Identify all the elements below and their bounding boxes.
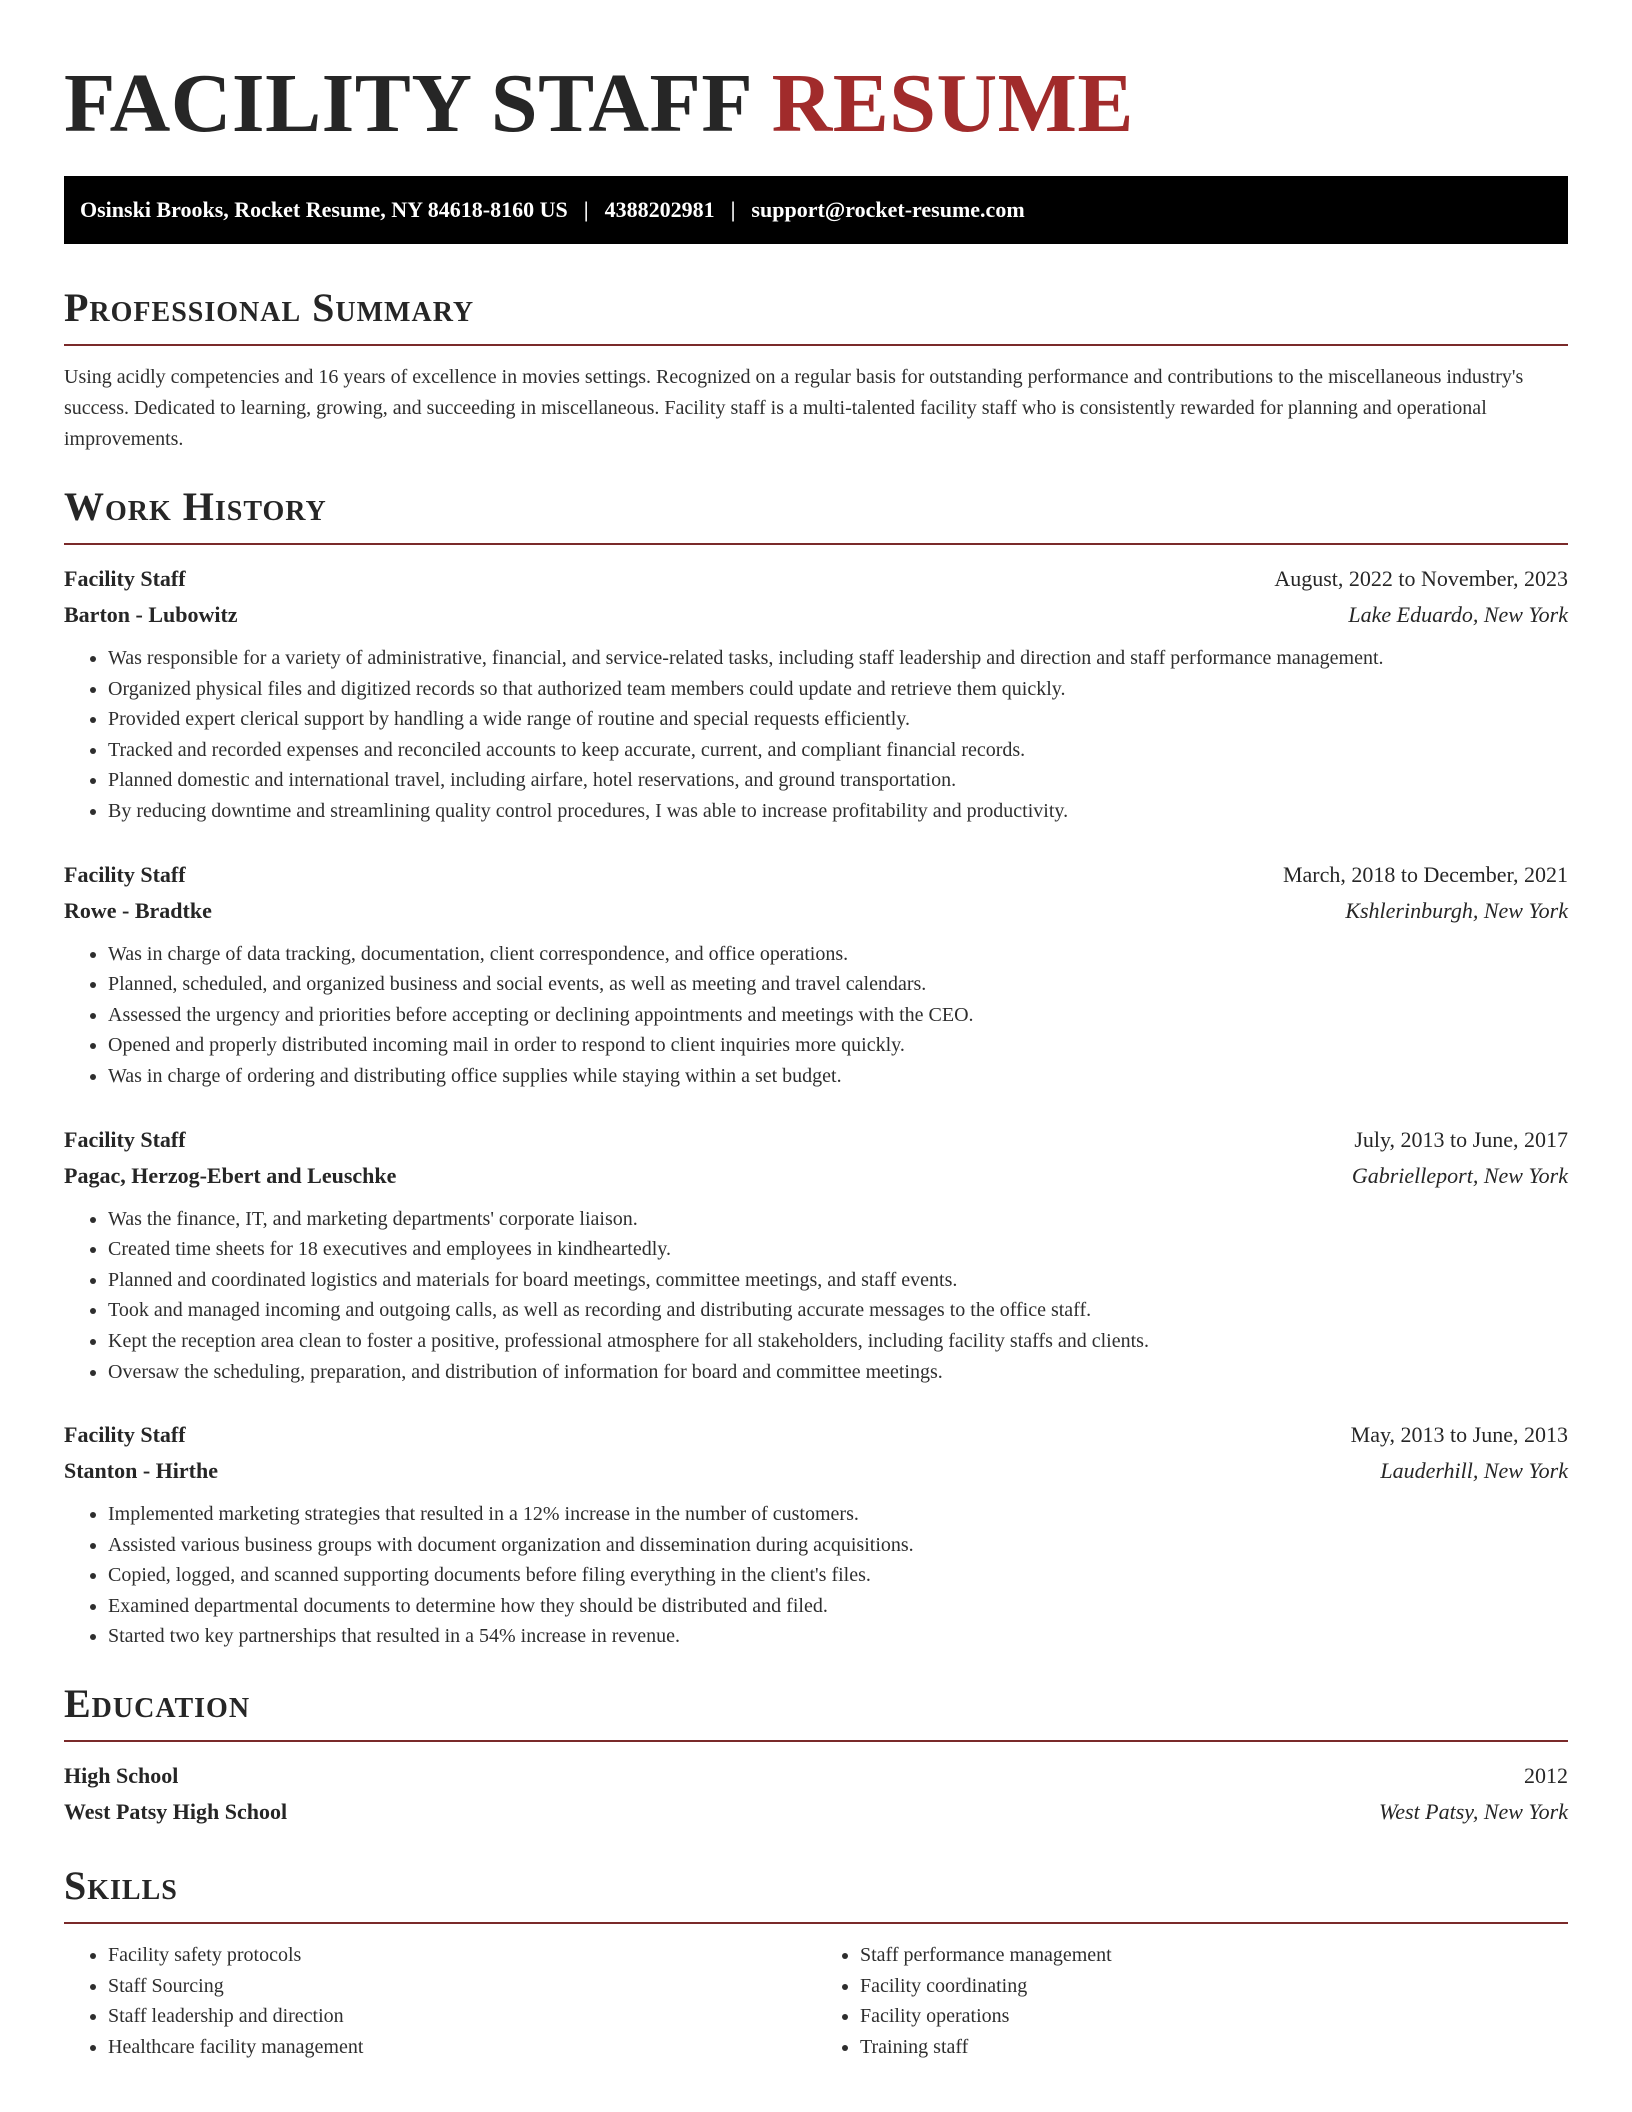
job-bullet: • Started two key partnerships that resulted in a 54% increase in revenue. (108, 1621, 1568, 1652)
job-company: Stanton - Hirthe (64, 1458, 218, 1484)
section-divider (64, 543, 1568, 545)
job-title: Facility Staff (64, 566, 186, 591)
skill-item: • Facility coordinating (860, 1971, 1568, 2002)
skills-section (64, 1860, 1568, 2062)
summary-section (64, 282, 1568, 455)
title-main: FACILITY STAFF (64, 57, 751, 150)
education-location: West Patsy, New York (1378, 1799, 1568, 1825)
education-school: West Patsy High School (64, 1799, 288, 1825)
job-bullets (64, 1499, 1568, 1652)
contact-separator: | (730, 197, 736, 222)
skill-item: • Facility safety protocols (108, 1940, 816, 1971)
job-bullet: • Opened and properly distributed incoming mail in order to respond to client inquiries more quickly. (108, 1030, 1568, 1061)
job-location: Lake Eduardo, New York (1348, 602, 1568, 627)
skill-item: • Staff Sourcing (108, 1971, 816, 2002)
job-bullet: • Organized physical files and digitized records so that authorized team members could update and retrieve them quickly. (108, 674, 1568, 705)
job-entry (64, 561, 1568, 827)
job-bullet: • Was in charge of data tracking, documentation, client correspondence, and office operations. (108, 939, 1568, 970)
job-bullet: • Was the finance, IT, and marketing departments' corporate liaison. (108, 1204, 1568, 1235)
work-history-section (64, 481, 1568, 1652)
job-bullet: • Tracked and recorded expenses and reconciled accounts to keep accurate, current, and compliant financial records. (108, 735, 1568, 766)
job-dates: March, 2018 to December, 2021 (1282, 861, 1568, 887)
job-bullet: • Was in charge of ordering and distributing office supplies while staying within a set budget. (108, 1061, 1568, 1092)
job-bullet: • Took and managed incoming and outgoing calls, as well as recording and distributing accurate messages to the office staff. (108, 1295, 1568, 1326)
education-year: 2012 (1524, 1763, 1568, 1789)
contact-address: Osinski Brooks, Rocket Resume, NY 84618-8160 US (80, 197, 568, 222)
contact-phone: 4388202981 (604, 197, 715, 222)
job-bullet: • Provided expert clerical support by handling a wide range of routine and special requests efficiently. (108, 704, 1568, 735)
job-bullet: • Examined departmental documents to determine how they should be distributed and filed. (108, 1591, 1568, 1622)
skills-heading: Skills (64, 1863, 178, 1909)
resume-title (64, 56, 1568, 152)
job-entry (64, 857, 1568, 1092)
contact-bar (64, 176, 1568, 244)
job-entry (64, 1122, 1568, 1388)
skill-item: • Staff leadership and direction (108, 2001, 816, 2032)
job-location: Gabrielleport, New York (1351, 1162, 1568, 1188)
job-bullet: • Created time sheets for 18 executives and employees in kindheartedly. (108, 1234, 1568, 1265)
job-company: Barton - Lubowitz (64, 602, 238, 627)
job-bullet: • Oversaw the scheduling, preparation, and distribution of information for board and committee meetings. (108, 1357, 1568, 1388)
skills-columns (64, 1940, 1568, 2062)
skills-list-right (816, 1940, 1568, 2062)
job-title: Facility Staff (64, 861, 186, 887)
job-bullet: • Assessed the urgency and priorities before accepting or declining appointments and meetings with the CEO. (108, 1000, 1568, 1031)
job-location: Kshlerinburgh, New York (1345, 897, 1568, 923)
job-bullet: • Planned, scheduled, and organized business and social events, as well as meeting and travel calendars. (108, 969, 1568, 1000)
job-bullet: • Planned and coordinated logistics and materials for board meetings, committee meetings, and staff events. (108, 1265, 1568, 1296)
job-bullet: • By reducing downtime and streamlining quality control procedures, I was able to increase profitability and productivity. (108, 796, 1568, 827)
job-bullet: • Assisted various business groups with document organization and dissemination during acquisitions. (108, 1530, 1568, 1561)
job-company: Pagac, Herzog-Ebert and Leuschke (64, 1162, 397, 1188)
education-heading: Education (64, 1681, 251, 1727)
education-degree: High School (64, 1763, 179, 1789)
skills-list-left (64, 1940, 816, 2062)
job-bullets (64, 643, 1568, 827)
job-bullet: • Was responsible for a variety of administrative, financial, and service-related tasks, including staff leadership and direction and staff performance management. (108, 643, 1568, 674)
contact-separator: | (583, 197, 589, 222)
section-divider (64, 344, 1568, 346)
job-bullets (64, 939, 1568, 1092)
skill-item: • Facility operations (860, 2001, 1568, 2032)
section-divider (64, 1922, 1568, 1924)
job-dates: July, 2013 to June, 2017 (1354, 1126, 1568, 1152)
skill-item: • Training staff (860, 2032, 1568, 2063)
job-title: Facility Staff (64, 1126, 186, 1152)
skill-item: • Healthcare facility management (108, 2032, 816, 2063)
job-bullet: • Planned domestic and international travel, including airfare, hotel reservations, and ground transportation. (108, 765, 1568, 796)
job-title: Facility Staff (64, 1422, 186, 1448)
contact-email: support@rocket-resume.com (751, 197, 1025, 222)
summary-heading: Professional Summary (64, 285, 475, 330)
skill-item: • Staff performance management (860, 1940, 1568, 1971)
job-bullet: • Copied, logged, and scanned supporting documents before filing everything in the client's files. (108, 1560, 1568, 1591)
job-bullet: • Kept the reception area clean to foster a positive, professional atmosphere for all stakeholders, including facility staffs and clients. (108, 1326, 1568, 1357)
education-section (64, 1678, 1568, 1830)
job-company: Rowe - Bradtke (64, 897, 212, 923)
job-bullet: • Implemented marketing strategies that resulted in a 12% increase in the number of customers. (108, 1499, 1568, 1530)
job-location: Lauderhill, New York (1380, 1458, 1568, 1484)
job-dates: May, 2013 to June, 2013 (1350, 1422, 1568, 1448)
job-bullets (64, 1204, 1568, 1388)
job-dates: August, 2022 to November, 2023 (1274, 566, 1568, 591)
work-history-heading: Work History (64, 484, 327, 529)
section-divider (64, 1740, 1568, 1742)
summary-text: Using acidly competencies and 16 years of excellence in movies settings. Recognized on a regular basis for outstanding performance and contributions to the miscellaneous industry's success. Dedicated to learning, growing, and succeeding in miscellaneous. Facility staff is a multi-talented facility staff who is consistently rewarded for planning and operational improvements. (64, 366, 1524, 450)
job-entry (64, 1417, 1568, 1652)
title-accent: RESUME (771, 57, 1134, 150)
